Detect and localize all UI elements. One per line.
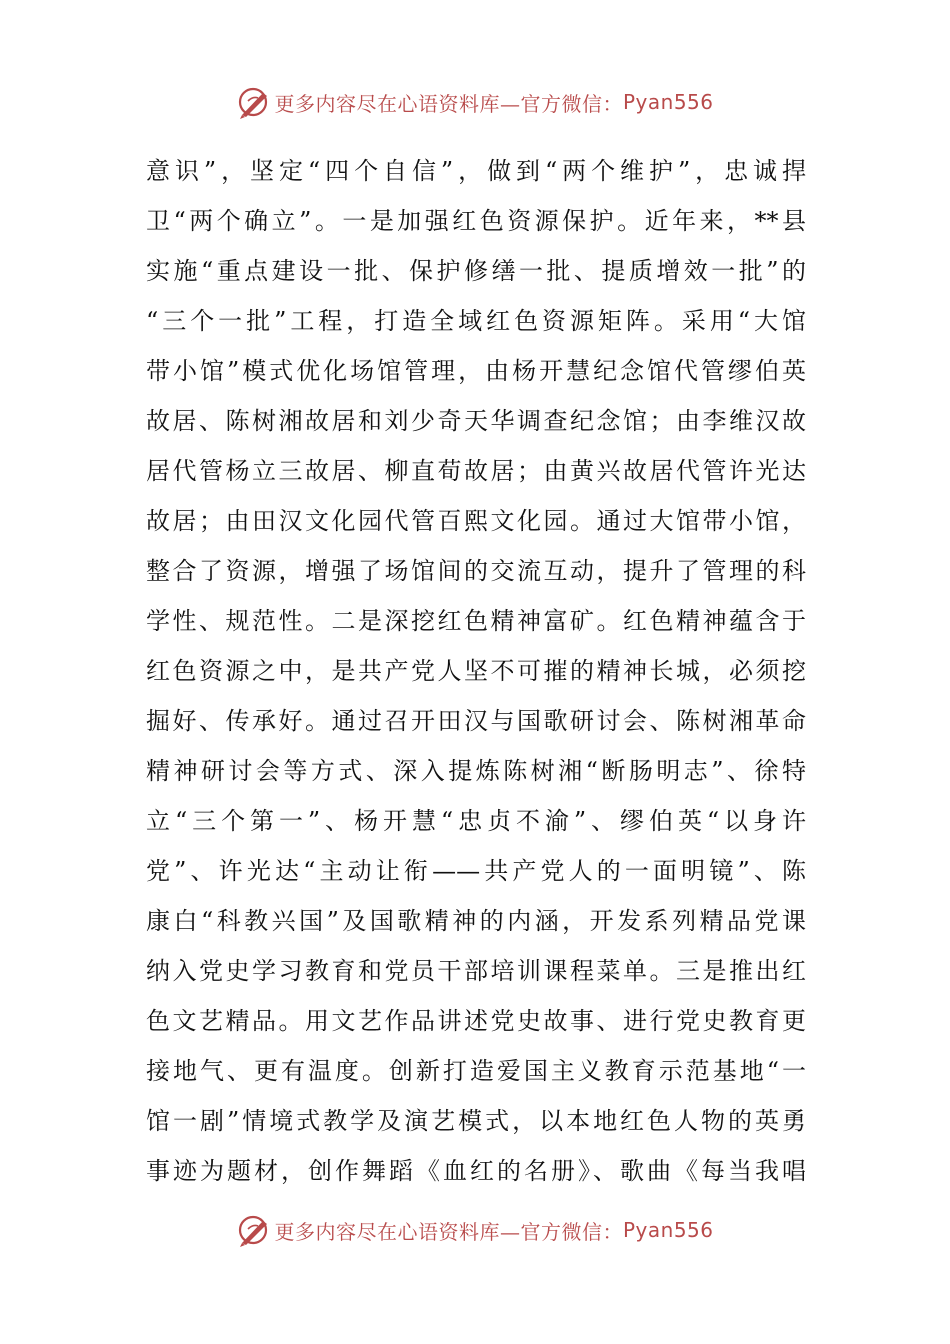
watermark-wechat-id: Pyan556 [622,1218,714,1242]
body-text-line: 意识”，坚定“四个自信”，做到“两个维护”，忠诚捍 [146,157,806,185]
body-text-line: 掘好、传承好。通过召开田汉与国歌研讨会、陈树湘革命 [146,707,806,735]
document-body [146,146,806,1196]
body-text-line: 红色资源之中，是共产党人坚不可摧的精神长城，必须挖 [146,657,806,685]
body-text-line: 精神研讨会等方式、深入提炼陈树湘“断肠明志”、徐特 [146,757,806,785]
body-text-line: 党”、许光达“主动让衔——共产党人的一面明镜”、陈 [146,857,806,885]
body-text-line: 事迹为题材，创作舞蹈《血红的名册》、歌曲《每当我唱 [146,1157,806,1185]
body-text-line: 色文艺精品。用文艺作品讲述党史故事、进行党史教育更 [146,1007,806,1035]
body-text-line: 居代管杨立三故居、柳直荀故居；由黄兴故居代管许光达 [146,457,806,485]
watermark-wechat-id: Pyan556 [622,90,714,114]
body-text-line: 馆一剧”情境式教学及演艺模式，以本地红色人物的英勇 [146,1107,806,1135]
body-text-line: 故居、陈树湘故居和刘少奇天华调查纪念馆；由李维汉故 [146,407,806,435]
body-text-line: 学性、规范性。二是深挖红色精神富矿。红色精神蕴含于 [146,607,806,635]
body-text-line: 康白“科教兴国”及国歌精神的内涵，开发系列精品党课 [146,907,806,935]
body-text-line: 整合了资源，增强了场馆间的交流互动，提升了管理的科 [146,557,806,585]
watermark-text: 更多内容尽在心语资料库—官方微信： [274,91,623,116]
body-text-line: “三个一批”工程，打造全域红色资源矩阵。采用“大馆 [146,307,806,335]
body-text-line: 实施“重点建设一批、保护修缮一批、提质增效一批”的 [146,257,806,285]
watermark-header [0,82,950,122]
pen-circle-logo-icon [236,84,272,120]
body-text-line: 立“三个第一”、杨开慧“忠贞不渝”、缪伯英“以身许 [146,807,806,835]
body-text-line: 纳入党史学习教育和党员干部培训课程菜单。三是推出红 [146,957,806,985]
watermark-text: 更多内容尽在心语资料库—官方微信： [274,1219,623,1244]
pen-circle-logo-icon [236,1212,272,1248]
body-text-line: 带小馆”模式优化场馆管理，由杨开慧纪念馆代管缪伯英 [146,357,806,385]
body-text-line: 故居；由田汉文化园代管百熙文化园。通过大馆带小馆， [146,507,806,535]
watermark-footer [0,1210,950,1250]
body-text-line: 接地气、更有温度。创新打造爱国主义教育示范基地“一 [146,1057,806,1085]
body-text-line: 卫“两个确立”。一是加强红色资源保护。近年来，**县 [146,207,806,235]
